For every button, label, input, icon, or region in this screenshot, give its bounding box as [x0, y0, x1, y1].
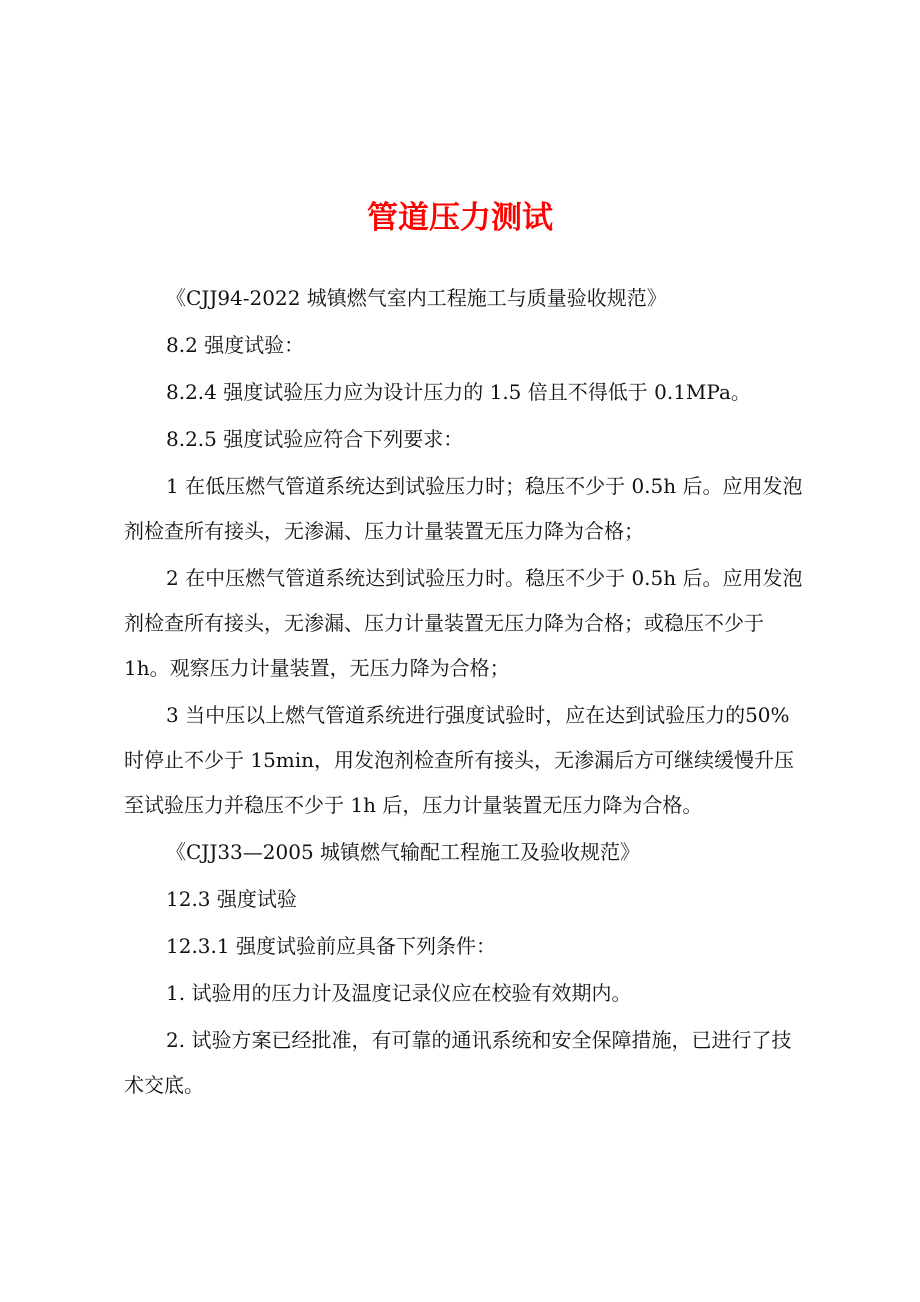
standard-reference-1: 《CJJ94-2022 城镇燃气室内工程施工与质量验收规范》: [166, 286, 667, 310]
clause-12-3-1: 12.3.1 强度试验前应具备下列条件：: [166, 934, 496, 958]
requirement-item-2: 2 在中压燃气管道系统达到试验压力时。稳压不少于 0.5h 后。应用发泡剂检查所有接头，无渗漏、压力计量装置无压力降为合格；或稳压不少于 1h。观察压力计量装置，无压力降为合格；: [124, 566, 803, 680]
condition-item-2: 2. 试验方案已经批准，有可靠的通讯系统和安全保障措施，已进行了技术交底。: [124, 1028, 792, 1097]
clause-8-2-5: 8.2.5 强度试验应符合下列要求：: [166, 427, 464, 451]
page-title: 管道压力测试: [367, 200, 553, 236]
document-body: [124, 276, 806, 1108]
condition-item-1: 1. 试验用的压力计及温度记录仪应在校验有效期内。: [166, 981, 632, 1005]
standard-reference-2: 《CJJ33—2005 城镇燃气输配工程施工及验收规范》: [166, 840, 641, 864]
requirement-item-1: 1 在低压燃气管道系统达到试验压力时；稳压不少于 0.5h 后。应用发泡剂检查所有接头，无渗漏、压力计量装置无压力降为合格；: [124, 474, 803, 543]
section-12-3-heading: 12.3 强度试验: [166, 887, 297, 911]
section-8-2-heading: 8.2 强度试验：: [166, 333, 305, 357]
requirement-item-3: 3 当中压以上燃气管道系统进行强度试验时，应在达到试验压力的50%时停止不少于 15min，用发泡剂检查所有接头，无渗漏后方可继续缓慢升压至试验压力并稳压不少于 1h 后，压力计量装置无压力降为合格。: [124, 703, 795, 817]
clause-8-2-4: 8.2.4 强度试验压力应为设计压力的 1.5 倍且不得低于 0.1MPa。: [166, 380, 751, 404]
